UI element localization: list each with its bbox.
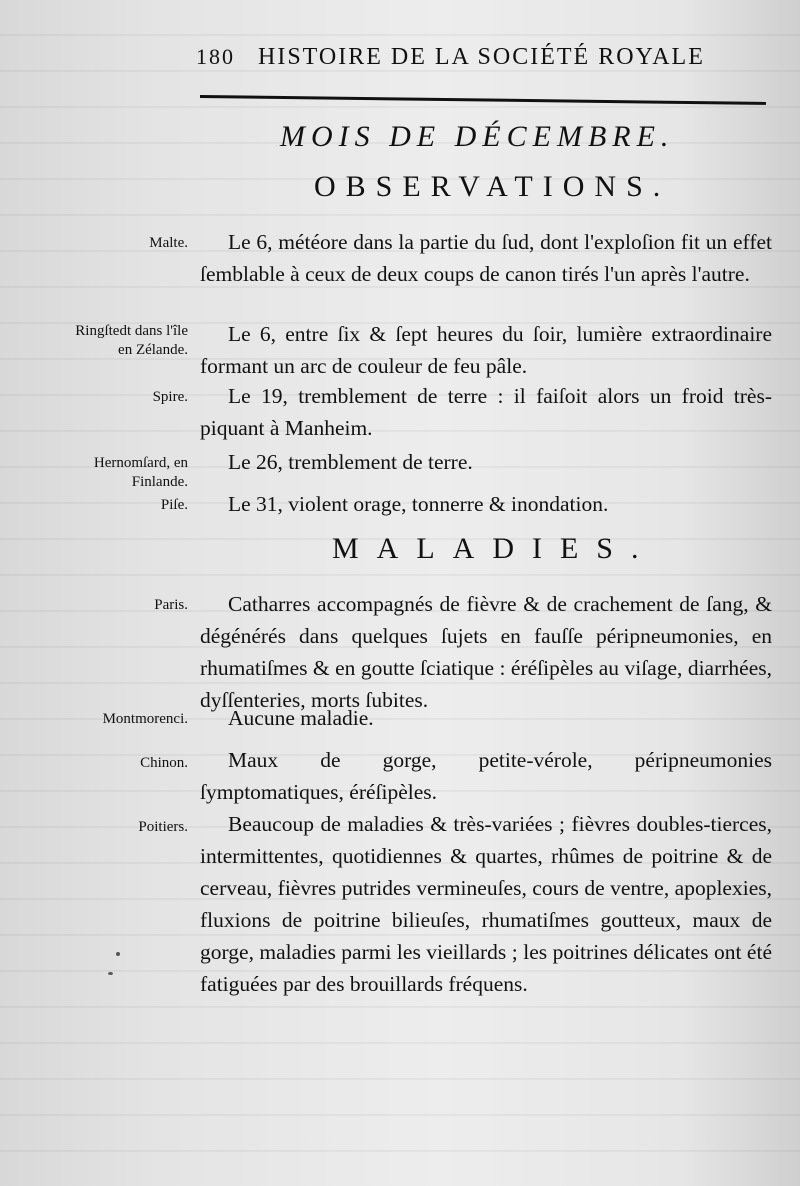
entry-text: Catharres accompagnés de fièvre & de crachement de ſang, & dégénérés dans quelques ſujets en fauſſe péripneumonies, en rhumatiſmes & en goutte ſciatique : éréſipèles au viſage, diarrhées, dyſſenteries, morts ſubites. xyxy=(200,592,772,712)
paper-speck xyxy=(108,972,113,975)
place-label: Chinon. xyxy=(140,755,188,771)
place-label-line: Hernomſard, en xyxy=(93,455,188,471)
entry-text: Beaucoup de maladies & très-variées ; fièvres doubles-tierces, intermittentes, quotidiennes & quartes, rhûmes de poitrine & de cerveau, fièvres putrides vermineuſes, cours de ventre, apoplexies, fluxions de poitrine bilieuſes, rhumatiſmes goutteux, maux de gorge, maladies parmi les vieillards ; les poitrines délicates ont été fatiguées par des brouillards fréquens. xyxy=(200,812,772,996)
place-label xyxy=(94,454,188,492)
entry-text: Le 31, violent orage, tonnerre & inondation. xyxy=(228,492,609,516)
place-label: Piſe. xyxy=(160,497,188,513)
running-title: HISTOIRE DE LA SOCIÉTÉ ROYALE xyxy=(258,44,705,70)
observations-heading: OBSERVATIONS. xyxy=(314,170,671,203)
maladies-heading: MALADIES. xyxy=(332,532,657,565)
entry-text: Le 26, tremblement de terre. xyxy=(228,450,473,474)
place-label: Spire. xyxy=(152,389,188,405)
place-label: Paris. xyxy=(154,597,188,613)
month-heading: MOIS DE DÉCEMBRE. xyxy=(280,120,675,153)
entry-text: Le 19, tremblement de terre : il faiſoit alors un froid très-piquant à Manheim. xyxy=(200,384,772,440)
paper-speck xyxy=(116,952,120,956)
page-number: 180 xyxy=(196,44,235,69)
place-label-line: en Zélande. xyxy=(118,342,188,358)
place-label xyxy=(75,322,188,360)
entry-text: Le 6, météore dans la partie du ſud, dont l'exploſion fit un effet ſemblable à ceux de deux coups de canon tirés l'un après l'autre. xyxy=(200,230,772,286)
header-rule xyxy=(200,95,766,105)
running-head xyxy=(196,44,766,71)
entry-text: Maux de gorge, petite-vérole, péripneumonies ſymptomatiques, éréſipèles. xyxy=(200,748,772,804)
place-label-line: Finlande. xyxy=(131,474,188,490)
place-label: Montmorenci. xyxy=(102,711,188,727)
entry-text: Aucune maladie. xyxy=(228,706,374,730)
place-label-line: Ringſtedt dans l'île xyxy=(75,323,188,339)
entry-text: Le 6, entre ſix & ſept heures du ſoir, lumière extraordinaire formant un arc de couleur de feu pâle. xyxy=(200,322,772,378)
place-label: Malte. xyxy=(149,235,188,251)
place-label: Poitiers. xyxy=(138,819,188,835)
